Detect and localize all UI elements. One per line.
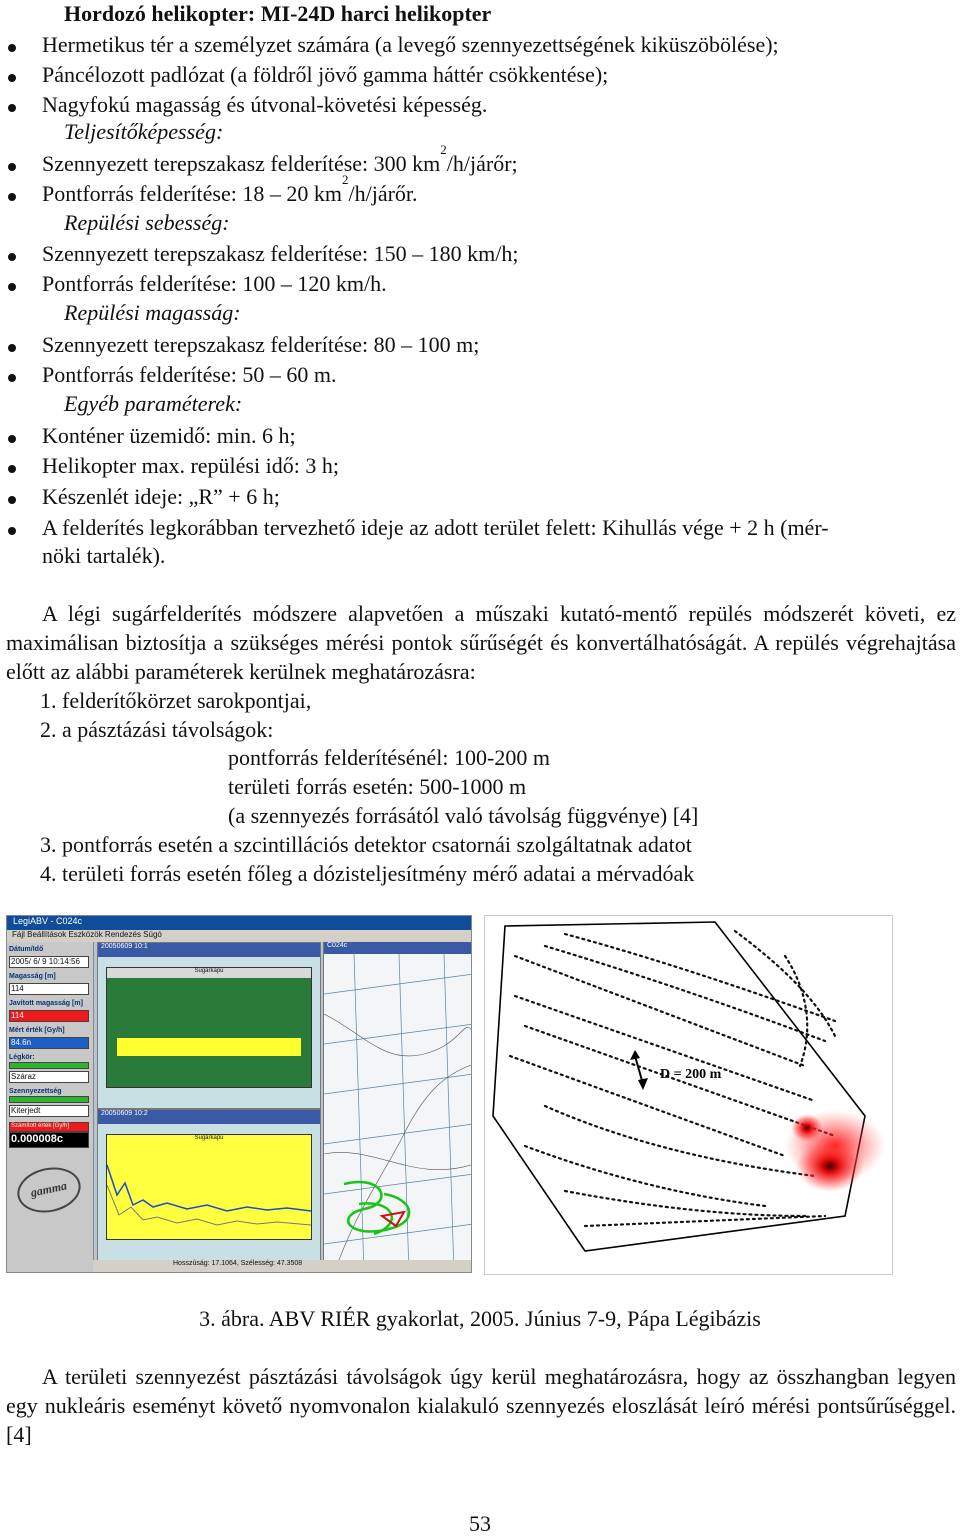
menu-bar <box>7 930 471 942</box>
performance-value: Pontforrás felderítése: 18 – 20 km <box>42 181 342 206</box>
datetime-field: 2005/ 6/ 9 10:14:56 <box>9 956 89 968</box>
performance-value: Szennyezett terepszakasz felderítése: 300 km <box>42 151 441 176</box>
bullet-icon <box>8 193 16 201</box>
road-line <box>324 1014 472 1056</box>
spacing-area-source: területi forrás esetén: 500-1000 m <box>228 774 527 799</box>
contamination-select: Kiterjedt <box>9 1105 89 1117</box>
menu-items: Fájl Beállítások Eszközök Rendezés Súgó <box>12 930 162 939</box>
monitor-chart-1 <box>97 942 321 1109</box>
flight-line <box>515 996 815 1101</box>
flight-line <box>585 1216 825 1226</box>
bullet-icon <box>8 74 16 82</box>
paragraph-method: A légi sugárfelderítés módszere alapvetően a műszaki kutató-mentő repülés módszerét követi, ez maximálisan biztosítja a szükséges mérési pontok sűrűségét és konvertálhatóságát. A repülés végrehajtása előtt az alábbi paraméterek kerülnek meghatározásra: <box>6 601 956 684</box>
chart-1-header <box>107 968 311 978</box>
flight-line <box>510 1056 785 1156</box>
bullet-icon <box>8 527 16 535</box>
window-titlebar <box>7 916 471 930</box>
survey-area-boundary <box>493 922 865 1251</box>
status-coordinates: Hosszúság: 17.1064, Szélesség: 47.3508 <box>173 1260 303 1267</box>
bullet-icon <box>8 435 16 443</box>
performance-text <box>42 141 518 178</box>
altitude-title: Repülési magasság: <box>64 300 241 325</box>
chart-1-plot <box>106 967 312 1088</box>
measured-field: 84.6n <box>9 1037 89 1049</box>
feature-text: Hermetikus tér a személyzet számára (a levegő szennyezettségének kiküszöbölése); <box>42 32 779 57</box>
status-bar <box>93 1260 471 1272</box>
grid-line <box>324 1074 472 1094</box>
performance-unit: /h/járőr. <box>348 181 418 206</box>
grid-line <box>444 954 454 1273</box>
numbered-item-2: 2. a pásztázási távolságok: <box>40 717 274 742</box>
measurement-panel <box>7 942 94 1273</box>
altitude-item-2 <box>0 360 960 390</box>
other-text: Konténer üzemidő: min. 6 h; <box>42 423 296 448</box>
height-field: 114 <box>9 983 89 995</box>
bullet-icon <box>8 104 16 112</box>
flight-line <box>735 931 835 1036</box>
map-window-title: C024c <box>324 942 472 954</box>
window-title: LegiABV - C024c <box>13 916 83 926</box>
chart-2-header <box>107 1135 311 1145</box>
unit-exponent: 2 <box>440 141 447 157</box>
bullet-icon <box>8 465 16 473</box>
air-select: Száraz <box>9 1071 89 1083</box>
air-label: Légkör: <box>9 1054 35 1061</box>
chart-1-title: 20050609 10:1 <box>98 943 320 957</box>
map-window <box>323 942 472 1273</box>
calculated-value-label: Számított érték [Gy/h] <box>9 1122 89 1132</box>
bullet-icon <box>8 496 16 504</box>
section-heading: Hordozó helikopter: MI-24D harci helikopter <box>64 1 492 26</box>
speed-item-1 <box>0 239 960 269</box>
other-text: Készenlét ideje: „R” + 6 h; <box>42 484 280 509</box>
bullet-icon <box>8 44 16 52</box>
performance-unit: /h/járőr; <box>446 151 518 176</box>
performance-item-2 <box>0 171 960 209</box>
corrected-height-label: Javított magasság [m] <box>9 1000 83 1007</box>
numbered-item-1: 1. felderítőkörzet sarokpontjai, <box>40 688 312 713</box>
altitude-text: Szennyezett terepszakasz felderítése: 80 – 100 m; <box>42 332 480 357</box>
altitude-text: Pontforrás felderítése: 50 – 60 m. <box>42 362 337 387</box>
chart-2-trace <box>107 1145 311 1251</box>
flight-path-svg <box>485 916 892 1274</box>
software-screenshot <box>6 915 472 1273</box>
feature-text: Páncélozott padlózat (a földről jövő gamma háttér csökkentése); <box>42 62 609 87</box>
speed-text: Szennyezett terepszakasz felderítése: 150 – 180 km/h; <box>42 241 519 266</box>
datetime-label: Dátum/Idő <box>9 946 44 953</box>
air-status-bar <box>9 1062 89 1069</box>
feature-item-3 <box>0 90 960 120</box>
speed-title: Repülési sebesség: <box>64 210 230 235</box>
contamination-hotspot <box>796 1140 864 1192</box>
flight-line <box>515 956 805 1066</box>
chart-2-inner-title: Sugárkapu <box>194 1135 224 1141</box>
chart-2-title: 20050609 10:2 <box>98 1110 320 1124</box>
road-line <box>334 1064 472 1273</box>
grid-line <box>354 954 364 1273</box>
distance-arrow-top <box>630 1050 640 1060</box>
bullet-icon <box>8 253 16 261</box>
distance-label: D = 200 m <box>660 1067 722 1082</box>
performance-item-1 <box>0 141 960 179</box>
speed-item-2 <box>0 269 960 299</box>
corrected-height-field: 114 <box>9 1010 89 1022</box>
paragraph-sampling-density: A területi szennyezést pásztázási távolságok úgy kerül meghatározásra, hogy az összhangban legyen egy nukleáris eseményt követő nyomvonalon kialakuló szennyezés eloszlását leíró mérési pontsűrűséggel. [4] <box>6 1364 956 1447</box>
other-item-4 <box>0 513 960 543</box>
measured-label: Mért érték [Gy/h] <box>9 1027 65 1034</box>
distance-arrow-bottom <box>638 1078 648 1090</box>
feature-item-1 <box>0 30 960 60</box>
gamma-logo: gamma <box>13 1162 85 1218</box>
speed-text: Pontforrás felderítése: 100 – 120 km/h. <box>42 271 387 296</box>
performance-text <box>42 171 418 208</box>
other-text: Helikopter max. repülési idő: 3 h; <box>42 453 339 478</box>
figure-3 <box>6 915 891 1273</box>
flight-line <box>565 934 835 1021</box>
performance-title: Teljesítőképesség: <box>64 119 224 144</box>
unit-exponent: 2 <box>342 171 349 187</box>
bullet-icon <box>8 344 16 352</box>
calculated-value-field: 0.000008c <box>9 1132 89 1148</box>
other-text-continuation: nöki tartalék). <box>42 543 166 568</box>
chart-2-plot <box>106 1134 312 1240</box>
chart-1-signal <box>117 1038 301 1056</box>
feature-text: Nagyfokú magasság és útvonal-követési képesség. <box>42 92 488 117</box>
flight-line <box>785 956 807 1066</box>
bullet-icon <box>8 163 16 171</box>
trace-blue <box>107 1165 311 1211</box>
flight-track <box>344 1182 409 1232</box>
height-label: Magasság [m] <box>9 973 56 980</box>
altitude-item-1 <box>0 330 960 360</box>
monitor-chart-2 <box>97 1109 321 1261</box>
other-item-2 <box>0 451 960 481</box>
figure-caption: 3. ábra. ABV RIÉR gyakorlat, 2005. Június 7-9, Pápa Légibázis <box>199 1306 761 1331</box>
chart-1-inner-title: Sugárkapu <box>194 968 224 974</box>
flight-line <box>565 1191 805 1216</box>
map-view <box>324 954 472 1273</box>
flight-line <box>545 1106 815 1176</box>
spacing-note: (a szennyezés forrásától való távolság függvénye) [4] <box>228 803 699 828</box>
page-number: 53 <box>469 1511 491 1536</box>
bullet-icon <box>8 283 16 291</box>
numbered-item-3: 3. pontforrás esetén a szcintillációs detektor csatornái szolgáltatnak adatot <box>40 832 692 857</box>
contamination-label: Szennyezettség <box>9 1088 62 1095</box>
flight-path-map <box>484 915 893 1275</box>
grid-line <box>324 974 472 994</box>
other-item-3 <box>0 482 960 512</box>
feature-item-2 <box>0 60 960 90</box>
other-title: Egyéb paraméterek: <box>64 391 243 416</box>
flight-line <box>525 1146 765 1206</box>
flight-line <box>545 946 825 1041</box>
contamination-spot <box>791 1114 823 1142</box>
other-text: A felderítés legkorábban tervezhető ideje az adott terület felett: Kihullás vége + 2 h (mér- <box>42 515 829 540</box>
bullet-icon <box>8 374 16 382</box>
numbered-item-4: 4. területi forrás esetén főleg a dózisteljesítmény mérő adatai a mérvadóak <box>40 861 695 886</box>
road-line <box>324 1152 472 1169</box>
other-item-1 <box>0 421 960 451</box>
spacing-point-source: pontforrás felderítésénél: 100-200 m <box>228 745 550 770</box>
contamination-status-bar <box>9 1096 89 1103</box>
